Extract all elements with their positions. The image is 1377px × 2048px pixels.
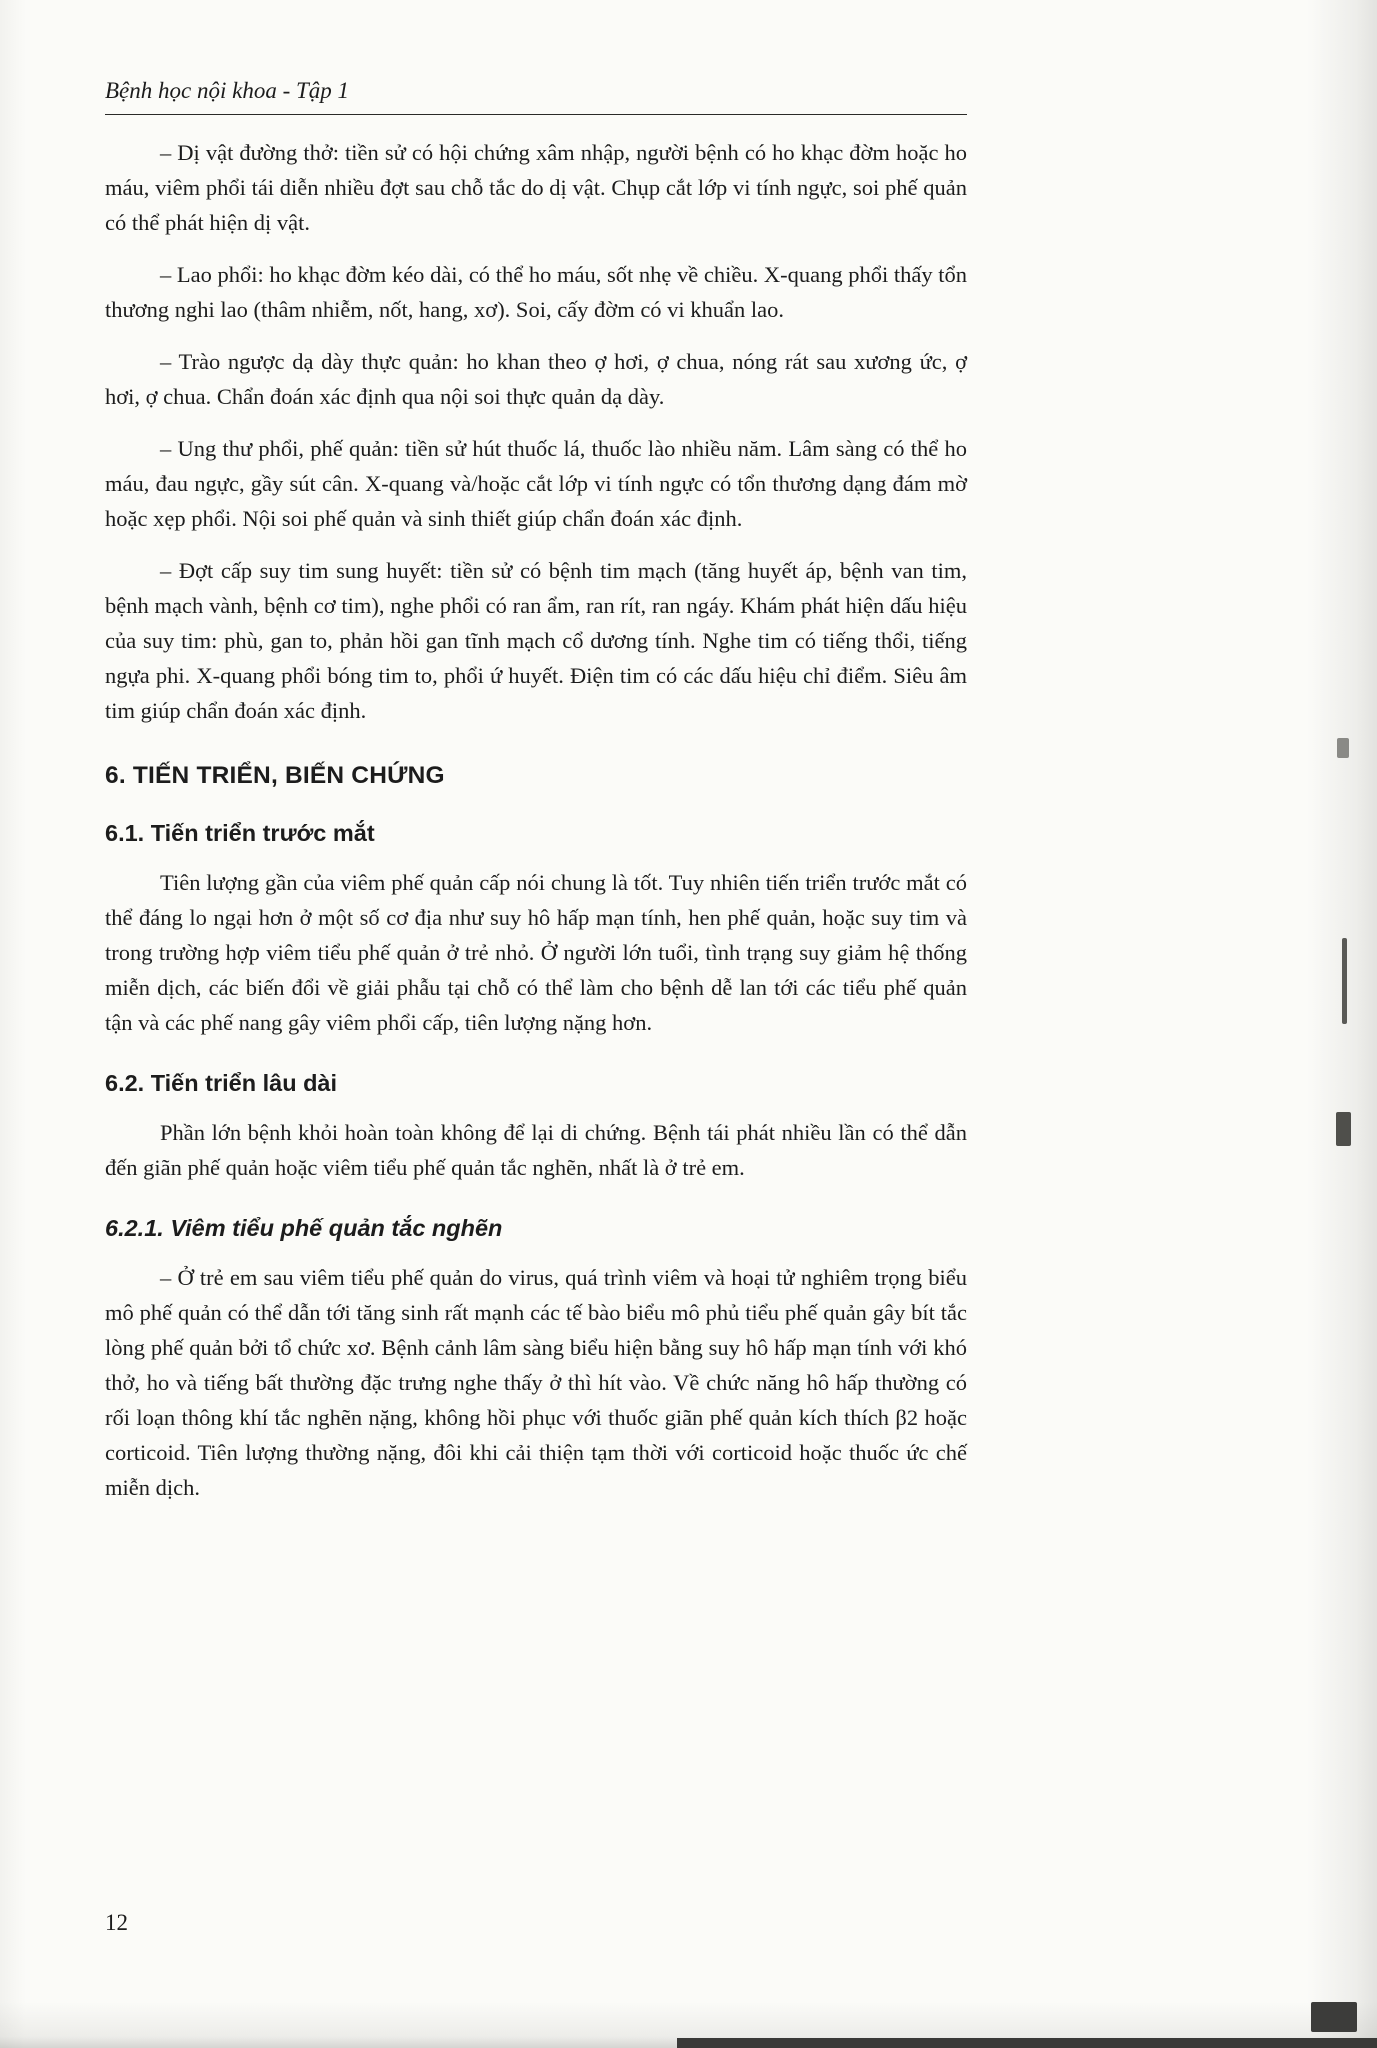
paragraph-6-1-body: Tiên lượng gần của viêm phế quản cấp nói chung là tốt. Tuy nhiên tiến triển trước mắt có thể đáng lo ngại hơn ở một số cơ địa như suy hô hấp mạn tính, hen phế quản, hoặc suy tim và trong trường hợp viêm tiểu phế quản ở trẻ nhỏ. Ở người lớn tuổi, tình trạng suy giảm hệ thống miễn dịch, các biến đổi về giải phẫu tại chỗ có thể làm cho bệnh dễ lan tới các tiểu phế quản tận và các phế nang gây viêm phổi cấp, tiên lượng nặng hơn. [105, 870, 967, 1035]
scan-shadow-bottom [0, 2002, 1377, 2048]
page-number: 12 [105, 1910, 128, 1935]
subsection-heading-6-2: 6.2. Tiến triển lâu dài [105, 1070, 338, 1096]
bullet-paragraph-heart-failure: – Đợt cấp suy tim sung huyết: tiền sử có bệnh tim mạch (tăng huyết áp, bệnh van tim, bệnh mạch vành, bệnh cơ tim), nghe phổi có ran ẩm, ran rít, ran ngáy. Khám phát hiện dấu hiệu của suy tim: phù, gan to, phản hồi gan tĩnh mạch cổ dương tính. Nghe tim có tiếng thổi, tiếng ngựa phi. X-quang phổi bóng tim to, phổi ứ huyết. Điện tim có các dấu hiệu chỉ điểm. Siêu âm tim giúp chẩn đoán xác định. [105, 558, 967, 723]
subsection-heading-6-2-1: 6.2.1. Viêm tiểu phế quản tắc nghẽn [105, 1215, 503, 1241]
scan-artifact [1337, 738, 1349, 758]
text-column [105, 78, 967, 1522]
bullet-paragraph-reflux: – Trào ngược dạ dày thực quản: ho khan theo ợ hơi, ợ chua, nóng rát sau xương ức, ợ hơi, ợ chua. Chẩn đoán xác định qua nội soi thực quản dạ dày. [105, 349, 967, 409]
paragraph-6-2-body: Phần lớn bệnh khỏi hoàn toàn không để lại di chứng. Bệnh tái phát nhiều lần có thể dẫn đến giãn phế quản hoặc viêm tiểu phế quản tắc nghẽn, nhất là ở trẻ em. [105, 1120, 967, 1180]
bullet-paragraph-tuberculosis: – Lao phổi: ho khạc đờm kéo dài, có thể ho máu, sốt nhẹ về chiều. X-quang phổi thấy tổn thương nghi lao (thâm nhiễm, nốt, hang, xơ). Soi, cấy đờm có vi khuẩn lao. [105, 262, 967, 322]
subsection-heading-6-1: 6.1. Tiến triển trước mắt [105, 820, 375, 846]
bullet-paragraph-foreign-body: – Dị vật đường thở: tiền sử có hội chứng xâm nhập, người bệnh có ho khạc đờm hoặc ho máu, viêm phổi tái diễn nhiều đợt sau chỗ tắc do dị vật. Chụp cắt lớp vi tính ngực, soi phế quản có thể phát hiện dị vật. [105, 140, 967, 235]
scan-shadow-right [1307, 0, 1377, 2048]
running-header: Bệnh học nội khoa - Tập 1 [105, 78, 967, 115]
body-text [105, 135, 967, 1505]
section-heading-progression: 6. TIẾN TRIỂN, BIẾN CHỨNG [105, 762, 445, 789]
scan-shadow-left [0, 0, 26, 2048]
paragraph-6-2-1-body: – Ở trẻ em sau viêm tiểu phế quản do virus, quá trình viêm và hoại tử nghiêm trọng biểu mô phế quản có thể dẫn tới tăng sinh rất mạnh các tế bào biểu mô phủ tiểu phế quản gây bít tắc lòng phế quản bởi tổ chức xơ. Bệnh cảnh lâm sàng biểu hiện bằng suy hô hấp mạn tính với khó thở, ho và tiếng bất thường đặc trưng nghe thấy ở thì hít vào. Về chức năng hô hấp thường có rối loạn thông khí tắc nghẽn nặng, không hồi phục với thuốc giãn phế quản kích thích β2 hoặc corticoid. Tiên lượng thường nặng, đôi khi cải thiện tạm thời với corticoid hoặc thuốc ức chế miễn dịch. [105, 1265, 967, 1500]
scan-artifact [1311, 2002, 1357, 2032]
bullet-paragraph-lung-cancer: – Ung thư phổi, phế quản: tiền sử hút thuốc lá, thuốc lào nhiều năm. Lâm sàng có thể ho máu, đau ngực, gầy sút cân. X-quang và/hoặc cắt lớp vi tính ngực có tổn thương dạng đám mờ hoặc xẹp phổi. Nội soi phế quản và sinh thiết giúp chẩn đoán xác định. [105, 436, 967, 531]
scan-artifact [1336, 1112, 1351, 1146]
scan-artifact [1342, 938, 1347, 1024]
scan-artifact [677, 2038, 1377, 2048]
